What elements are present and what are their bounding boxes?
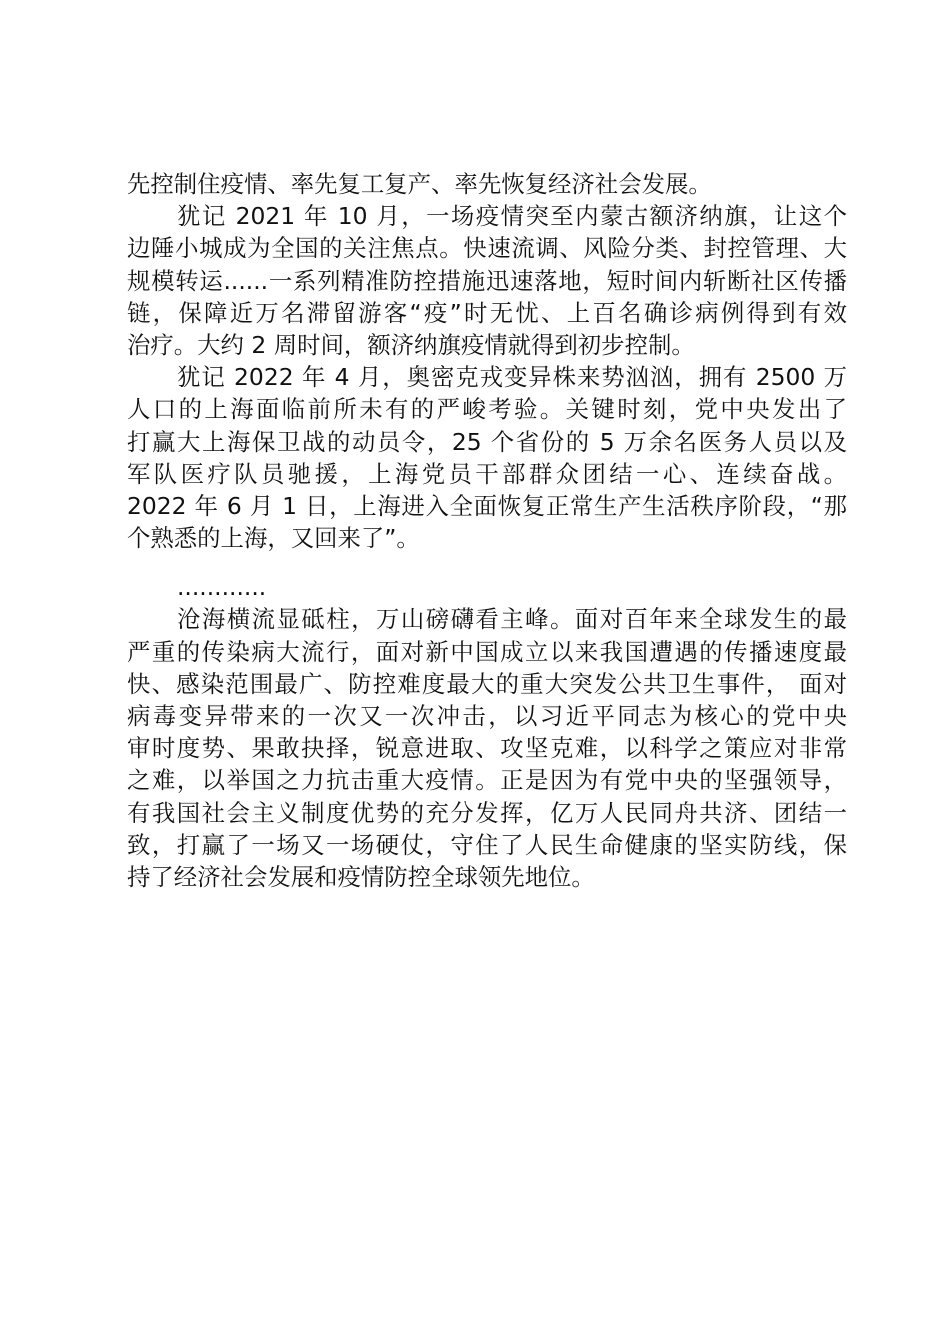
- text-line: 打赢大上海保卫战的动员令，25 个省份的 5 万余名医务人员以及: [127, 427, 847, 456]
- ellipsis-line: ............: [177, 573, 267, 602]
- text-line: 有我国社会主义制度优势的充分发挥，亿万人民同舟共济、团结一: [127, 798, 847, 827]
- text-line: 严重的传染病大流行，面对新中国成立以来我国遭遇的传播速度最: [127, 637, 847, 666]
- text-line: 链，保障近万名滞留游客“疫”时无忧、上百名确诊病例得到有效: [127, 298, 847, 327]
- text-line: 军队医疗队员驰援，上海党员干部群众团结一心、连续奋战。: [127, 459, 847, 488]
- text-line: 审时度势、果敢抉择，锐意进取、攻坚克难，以科学之策应对非常: [127, 734, 847, 763]
- text-line: 之难，以举国之力抗击重大疫情。正是因为有党中央的坚强领导，: [127, 766, 847, 795]
- text-line: 病毒变异带来的一次又一次冲击，以习近平同志为核心的党中央: [127, 702, 847, 730]
- paragraph-3: [127, 361, 847, 554]
- paragraph-gap: [127, 554, 847, 571]
- document-body: [127, 168, 847, 893]
- text-line: 治疗。大约 2 周时间，额济纳旗疫情就得到初步控制。: [127, 330, 695, 359]
- text-line: 沧海横流显砥柱，万山磅礴看主峰。面对百年来全球发生的最: [177, 605, 847, 634]
- text-line: 边陲小城成为全国的关注焦点。快速流调、风险分类、封控管理、大: [127, 234, 847, 263]
- text-line: 犹记 2021 年 10 月，一场疫情突至内蒙古额济纳旗，让这个: [177, 202, 847, 231]
- paragraph-1: [127, 168, 847, 200]
- paragraph-5: [127, 603, 847, 893]
- text-line: 2022 年 6 月 1 日，上海进入全面恢复正常生产生活秩序阶段，“那: [127, 491, 847, 520]
- text-line: 快、感染范围最广、防控难度最大的重大突发公共卫生事件， 面对: [127, 669, 847, 698]
- text-line: 个熟悉的上海，又回来了”。: [127, 524, 420, 553]
- text-line: 持了经济社会发展和疫情防控全球领先地位。: [127, 862, 595, 891]
- text-line: 致，打赢了一场又一场硬仗，守住了人民生命健康的坚实防线，保: [127, 830, 847, 859]
- text-line: 规模转运......一系列精准防控措施迅速落地，短时间内斩断社区传播: [127, 266, 847, 295]
- text-line: 犹记 2022 年 4 月，奥密克戎变异株来势汹汹，拥有 2500 万: [177, 363, 847, 392]
- text-line: 先控制住疫情、率先复工复产、率先恢复经济社会发展。: [127, 170, 712, 198]
- paragraph-4-ellipsis: [127, 571, 847, 603]
- text-line: 人口的上海面临前所未有的严峻考验。关键时刻，党中央发出了: [127, 395, 847, 424]
- paragraph-2: [127, 200, 847, 361]
